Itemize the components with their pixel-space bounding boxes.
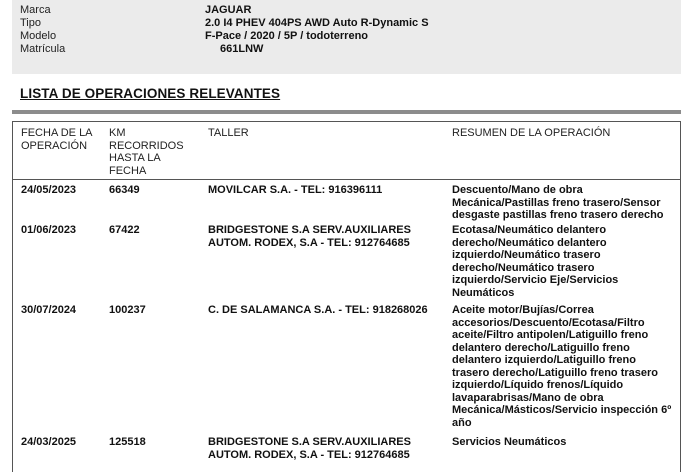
cell-km: 125518 xyxy=(109,436,146,448)
cell-summary: Servicios Neumáticos xyxy=(452,436,567,448)
cell-date: 01/06/2023 xyxy=(21,224,77,236)
cell-workshop: BRIDGESTONE S.A SERV.AUXILIARES AUTOM. RODEX, S.A - TEL: 912764685 xyxy=(208,224,411,249)
section-divider xyxy=(12,110,681,114)
vehicle-value: JAGUAR xyxy=(205,4,252,16)
cell-km: 100237 xyxy=(109,304,146,316)
vehicle-info-box xyxy=(12,0,681,74)
table-header-divider xyxy=(12,179,681,180)
section-title: LISTA DE OPERACIONES RELEVANTES xyxy=(20,86,281,101)
vehicle-label: Marca xyxy=(20,4,51,16)
vehicle-value: F-Pace / 2020 / 5P / todoterreno xyxy=(205,30,369,42)
vehicle-value: 661LNW xyxy=(220,43,264,55)
cell-workshop: BRIDGESTONE S.A SERV.AUXILIARES AUTOM. RODEX, S.A - TEL: 912764685 xyxy=(208,436,411,461)
cell-km: 67422 xyxy=(109,224,140,236)
header-workshop: TALLER xyxy=(208,127,249,139)
vehicle-label: Matrícula xyxy=(20,43,66,55)
cell-date: 24/03/2025 xyxy=(21,436,77,448)
header-date: FECHA DE LA OPERACIÓN xyxy=(21,127,92,152)
cell-workshop: C. DE SALAMANCA S.A. - TEL: 918268026 xyxy=(208,304,428,316)
vehicle-label xyxy=(20,0,134,2)
vehicle-value: 2.0 I4 PHEV 404PS AWD Auto R-Dynamic S xyxy=(205,17,429,29)
vehicle-label: Tipo xyxy=(20,17,41,29)
cell-summary: Aceite motor/Bujías/Correa accesorios/Descuento/Ecotasa/Filtro aceite/Filtro antipolen/Latiguillo freno delantero derecho/Latiguillo freno delantero izquierdo/Latiguillo freno trasero derecho/Latiguillo freno trasero izquierdo/Líquido frenos/Líquido lavaparabrisas/Mano de obra Mecánica/Másticos/Servicio inspección 6º año xyxy=(452,304,672,429)
cell-date: 24/05/2023 xyxy=(21,184,77,196)
cell-summary: Descuento/Mano de obra Mecánica/Pastillas freno trasero/Sensor desgaste pastillas freno trasero derecho xyxy=(452,184,664,221)
cell-date: 30/07/2024 xyxy=(21,304,77,316)
header-summary: RESUMEN DE LA OPERACIÓN xyxy=(452,127,611,139)
vehicle-value xyxy=(205,0,260,2)
cell-summary: Ecotasa/Neumático delantero derecho/Neumático delantero izquierdo/Neumático trasero derecho/Neumático trasero izquierdo/Servicio Eje/Servicios Neumáticos xyxy=(452,224,619,299)
vehicle-label: Modelo xyxy=(20,30,57,42)
cell-workshop: MOVILCAR S.A. - TEL: 916396111 xyxy=(208,184,383,196)
header-km: KM RECORRIDOS HASTA LA FECHA xyxy=(109,127,184,177)
cell-km: 66349 xyxy=(109,184,140,196)
